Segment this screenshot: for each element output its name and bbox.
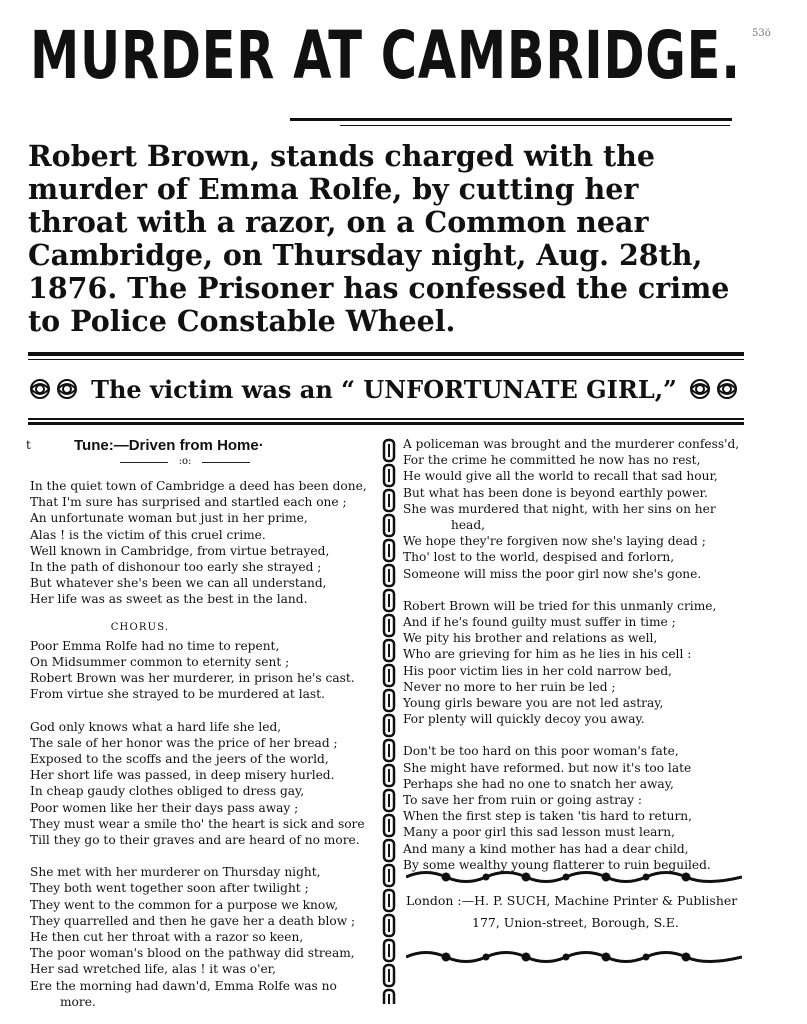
verse-line: But what has been done is beyond earthly power. [403, 485, 708, 500]
rule-top-thin [340, 125, 730, 126]
verse-line: Who are grieving for him as he lies in his cell : [403, 647, 692, 662]
verse-line: When the first step is taken 'tis hard to return, [403, 809, 693, 824]
verse-line: Alas ! is the victim of this cruel crime. [30, 527, 266, 542]
verse-line: She might have reformed. but now it's too late [403, 760, 692, 775]
verse-line: From virtue she strayed to be murdered at last. [30, 687, 325, 702]
verse-line: They must wear a smile tho' the heart is sick and sore [30, 816, 365, 831]
verse-line: Poor women like her their days pass away ; [30, 800, 299, 815]
verse-line: Never no more to her ruin be led ; [403, 679, 616, 694]
publisher-imprint [406, 890, 737, 934]
victim-text: The victim was an “ UNFORTUNATE GIRL,” [91, 374, 677, 404]
verse-line: But whatever she's been we can all understand, [30, 576, 327, 591]
rule-lower [28, 418, 744, 420]
rose-ornament-right-icon [687, 376, 741, 402]
stanza-5 [403, 598, 753, 728]
verse-line: Her life was as sweet as the best in the land. [30, 592, 308, 607]
verse-line: The sale of her honor was the price of her bread ; [30, 735, 338, 750]
verse-line: Well known in Cambridge, from virtue betrayed, [30, 543, 330, 558]
corner-mark: 53ö [752, 28, 771, 39]
stanza-2 [30, 719, 375, 849]
verse-line: Poor Emma Rolfe had no time to repent, [30, 638, 280, 653]
chain-divider [380, 438, 398, 1004]
verse-line: On Midsummer common to eternity sent ; [30, 655, 290, 670]
verse-line: She met with her murderer on Thursday night, [30, 865, 321, 880]
verse-line: They went to the common for a purpose we know, [30, 897, 339, 912]
verse-line: God only knows what a hard life she led, [30, 719, 282, 734]
verse-line: He would give all the world to recall that sad hour, [403, 469, 718, 484]
small-ornament: :o: [120, 456, 250, 468]
headline: MURDER AT CAMBRIDGE. [30, 17, 741, 94]
verse-line: Don't be too hard on this poor woman's fate, [403, 744, 679, 759]
verse-line: They both went together soon after twilight ; [30, 881, 309, 896]
verse-line: Many a poor girl this sad lesson must learn, [403, 825, 675, 840]
verse-line: We pity his brother and relations as well, [403, 631, 658, 646]
rose-ornament-left-icon [27, 376, 81, 402]
verse-line: Young girls beware you are not led astray, [403, 696, 664, 711]
verse-line: They quarrelled and then he gave her a death blow ; [30, 913, 356, 928]
verse-line: Robert Brown will be tried for this unmanly crime, [403, 598, 717, 613]
verse-line: And if he's found guilty must suffer in time ; [403, 615, 676, 630]
verse-line: And many a kind mother has had a dear child, [403, 841, 689, 856]
tune-title: Tune:—Driven from Home· [74, 437, 264, 454]
chorus-label: CHORUS. [110, 621, 170, 633]
rule-top [290, 118, 732, 121]
verse-line: In cheap gaudy clothes obliged to dress gay, [30, 784, 305, 799]
verse-line: For plenty will quickly decoy you away. [403, 712, 645, 727]
verse-line: Ere the morning had dawn'd, Emma Rolfe was no [30, 978, 337, 993]
publisher-name: London :—H. P. SUCH, Machine Printer & Publisher [406, 893, 738, 908]
stanza-4-end [403, 533, 753, 582]
stanza-4 [403, 436, 753, 517]
verse-line: He then cut her throat with a razor so keen, [30, 930, 304, 945]
verse-line: We hope they're forgiven now she's laying dead ; [403, 534, 706, 549]
verse-line: Her sad wretched life, alas ! it was o'er, [30, 962, 277, 977]
stanza-1 [30, 478, 375, 608]
charge-paragraph: Robert Brown, stands charged with the murder of Emma Rolfe, by cutting her throat with a razor, on a Common near Cambridge, on Thursday night, Aug. 28th, 1876. The Prisoner has confessed the crime to Police Constable Wheel. [28, 139, 730, 338]
verse-line: His poor victim lies in her cold narrow bed, [403, 663, 673, 678]
ornament-band-bottom [406, 948, 742, 966]
verse-line: That I'm sure has surprised and startled each one ; [30, 495, 347, 510]
verse-line: The poor woman's blood on the pathway did stream, [30, 946, 355, 961]
stanza-6 [403, 743, 753, 873]
verse-line: In the path of dishonour too early she strayed ; [30, 560, 322, 575]
verse-line: Someone will miss the poor girl now she's gone. [403, 566, 702, 581]
verse-line: To save her from ruin or going astray : [403, 793, 643, 808]
stanza-4-continuation: head, [451, 518, 486, 533]
song-column-right [403, 436, 753, 873]
rule-mid [28, 352, 744, 356]
rule-lower-thick [28, 422, 744, 425]
verse-line: An unfortunate woman but just in her prime, [30, 511, 308, 526]
verse-line: Till they go to their graves and are heard of no more. [30, 833, 360, 848]
stanza-3-end: more. [60, 994, 96, 1009]
song-column-left [26, 436, 375, 1010]
verse-line: Her short life was passed, in deep misery hurled. [30, 768, 335, 783]
rule-mid-thin [28, 359, 744, 360]
verse-line: In the quiet town of Cambridge a deed has been done, [30, 479, 367, 493]
verse-line: She was murdered that night, with her sins on her [403, 501, 716, 516]
publisher-address: 177, Union-street, Borough, S.E. [472, 915, 679, 930]
verse-line: Tho' lost to the world, despised and forlorn, [403, 550, 675, 565]
victim-line [28, 372, 740, 406]
chorus [30, 638, 375, 703]
margin-mark: t [26, 438, 31, 452]
verse-line: A policeman was brought and the murderer confess'd, [403, 437, 740, 451]
verse-line: Perhaps she had no one to snatch her away, [403, 776, 674, 791]
ornament-band-top [406, 868, 742, 886]
stanza-3 [30, 864, 375, 994]
verse-line: By some wealthy young flatterer to ruin beguiled. [403, 857, 711, 872]
verse-line: Robert Brown was her murderer, in prison he's cast. [30, 671, 355, 686]
verse-line: For the crime he committed he now has no rest, [403, 453, 701, 468]
verse-line: Exposed to the scoffs and the jeers of the world, [30, 752, 329, 767]
